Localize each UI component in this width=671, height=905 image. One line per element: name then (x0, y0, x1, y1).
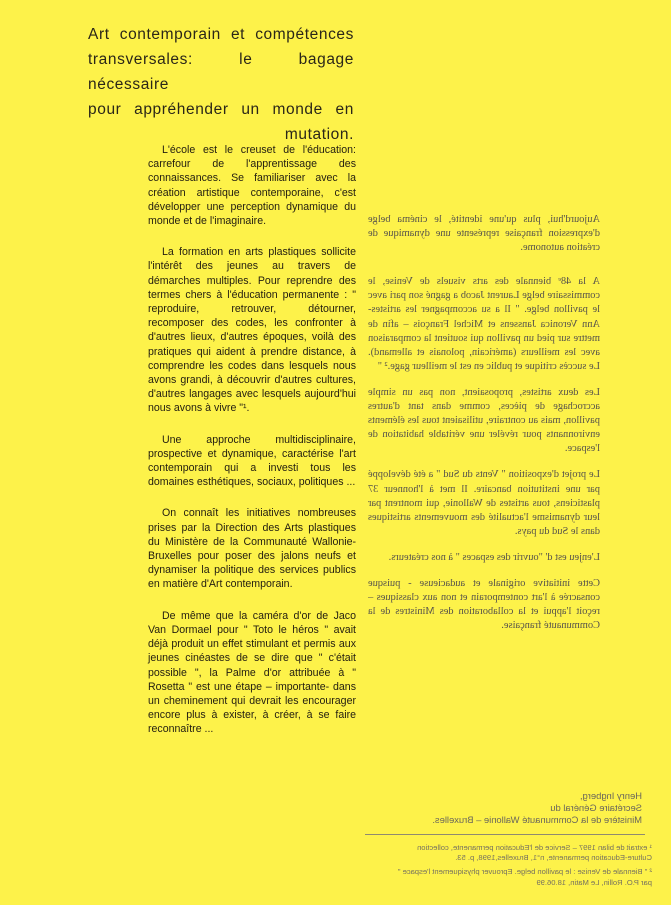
right-paragraph-6: Cette initiative originale et audacieuse - puisque consacrée à l'art contemporain et non aux classiques – reçoit l'appui et la collaboration des Ministres de la Communauté française. (368, 577, 600, 632)
right-paragraph-1: Aujourd'hui, plus qu'une identité, le cinéma belge d'expression française représente une dynamique de création autonome. (368, 214, 600, 254)
signature-role: Secrétaire Général du (550, 802, 642, 813)
right-column-mirrored (368, 213, 600, 645)
footnote-divider (365, 834, 645, 835)
left-paragraph-4: On connaît les initiatives nombreuses prises par la Direction des Arts plastiques du Ministère de la Communauté Wallonie-Bruxelles pour poser des jalons neufs et dynamiser la politique des services publics en matière d'Art contemporain. (148, 507, 356, 591)
footnote-1: ¹ extrait de bilan 1997 – Service de l'Education permanente, collection Culture-Education permanente, n°1, Bruxelles,1998, p. 53. (417, 843, 652, 863)
footnotes (390, 843, 652, 892)
left-paragraph-3: Une approche multidisciplinaire, prospective et dynamique, caractérise l'art contemporain qui a investi tous les domaines esthétiques, sociaux, politiques ... (148, 433, 356, 489)
left-paragraph-1: L'école est le creuset de l'éducation: carrefour de l'apprentissage des connaissances. Se familiariser avec la création artistique contemporaine, c'est développer une perception dynamique du monde et de l'imaginaire. (148, 144, 356, 228)
footnote-2: ² " Biennale de Venise : le pavillon belge. Eprouver physiquement l'espace " par P.O. Rollin, Le Matin, 18.06.99 (397, 867, 652, 887)
left-paragraph-5: De même que la caméra d'or de Jaco Van Dormael pour " Toto le héros " avait déjà produit un effet stimulant et permis aux jeunes cinéastes de se dire que " c'était possible ", la Palme d'or attribuée à " Rosetta " est une étape – importante- dans un cheminement qui devrait les encourager encore plus à exister, à créer, à se faire reconnaître ... (148, 609, 356, 736)
signature-name: Henry Ingberg, (579, 790, 642, 801)
right-paragraph-2: A la 48ᵉ biennale des arts visuels de Venise, le commissaire belge Laurent Jacob a gagné son pari avec le pavillon belge. " Il a su accompagner les artistes- Ann Veronica Janssens et Michel François – afin de mettre sur pied un pavillon qui soutient la comparaison avec les meilleurs (américain, polonais et allemand). Le succès critique et public en est le meilleur gage.² " (368, 276, 600, 372)
title-line-3: pour appréhender un monde en (88, 101, 354, 118)
title-line-4: mutation. (284, 126, 354, 143)
title-line-2: transversales: le bagage nécessaire (88, 51, 354, 93)
right-paragraph-4: Le projet d'exposition " Vents du Sud " a été développé par une institution bancaire. Il met à l'honneur 37 plasticiens, tous artistes de Wallonie, qui montrent par leur dynamisme l'actualité des mouvements artistiques dans le Sud du pays. (368, 469, 600, 537)
right-paragraph-5: L'enjeu est d' "ouvrir des espaces " à nos créateurs. (388, 551, 600, 563)
signature-org: Ministère de la Communauté Wallonie – Bruxelles. (432, 814, 642, 825)
left-paragraph-2: La formation en arts plastiques sollicite l'intérêt des jeunes au travers de démarches multiples. Pour reprendre des termes chers à l'éducation permanente : " reproduire, retrouver, détourner, recomposer des codes, les confronter à d'autres lieux, d'autres époques, voilà des pratiques qui aident à prendre distance, à comprendre les codes dans lesquels nous avons grandi, à découvrir d'autres cultures, d'autres langages avec lesquels aujourd'hui nous avons à vivre "¹. (148, 246, 356, 415)
signature-block (402, 790, 642, 826)
right-paragraph-3: Les deux artistes, proposaient, non pas un simple accrochage de pièces, comme dans tant d'autres pavillon, mais au contraire, utilisaient tous les éléments environnants pour révéler une véritable habitation de l'espace. (368, 386, 600, 455)
left-column (148, 143, 356, 754)
page-title (88, 22, 354, 147)
title-line-1: Art contemporain et compétences (88, 26, 354, 43)
